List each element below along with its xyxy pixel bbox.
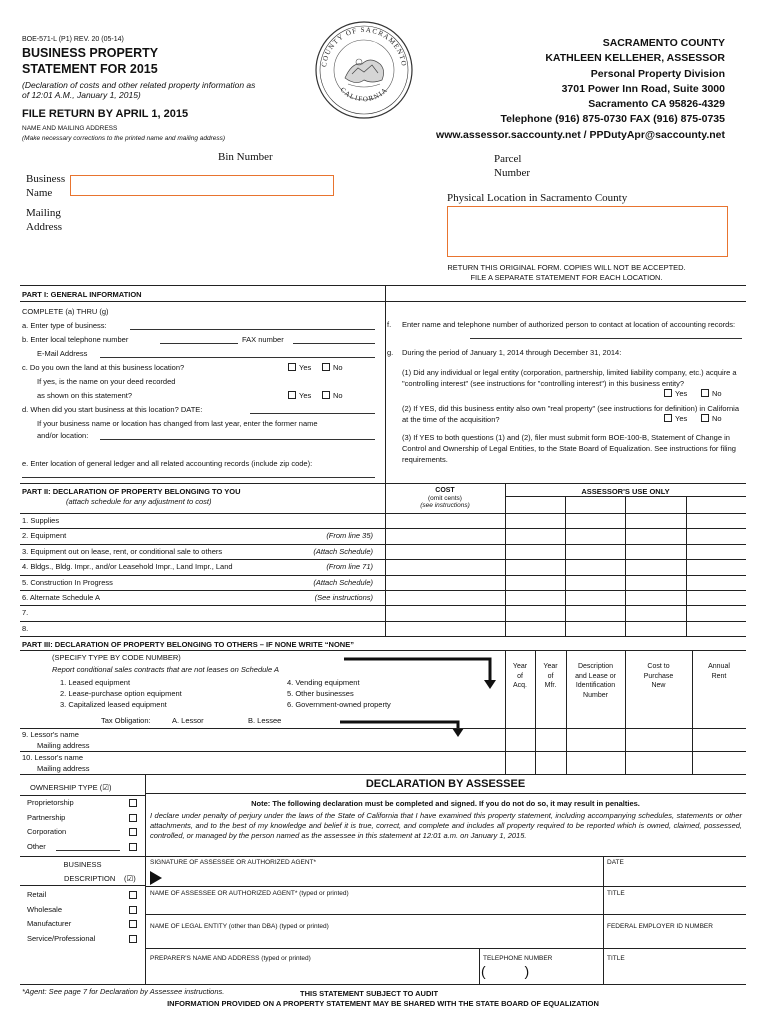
part2-cost-field[interactable] xyxy=(386,545,504,558)
row9-lessor xyxy=(22,730,90,751)
part1-heading: PART I: GENERAL INFORMATION xyxy=(22,290,142,299)
sign-here-arrow-icon xyxy=(150,871,162,885)
part3-report-note: Report conditional sales contracts that are not leases on Schedule A xyxy=(52,665,279,674)
deed-no-checkbox[interactable] xyxy=(322,391,330,399)
part1-a-label: a. Enter type of business: xyxy=(22,321,107,330)
lessee-option: B. Lessee xyxy=(248,716,282,725)
part2-cost-field[interactable] xyxy=(386,622,504,635)
part2-row-note: (See instructions) xyxy=(314,593,373,602)
part2-row-label: 5. Construction In Progress xyxy=(22,577,113,587)
part2-row-divider xyxy=(20,559,746,560)
col-year-mfr-1: Year xyxy=(543,663,558,670)
biz-desc-check: (☑) xyxy=(124,874,136,883)
part2-row-label: 1. Supplies xyxy=(22,516,60,525)
declaration-note: Note: The following declaration must be completed and signed. If you do not do so, it may result in penalties. xyxy=(251,799,640,808)
part2-row-label: 7. xyxy=(22,608,29,618)
ledger-location-field[interactable] xyxy=(22,477,375,478)
part2-row-divider xyxy=(20,528,746,529)
office-line-5: Sacramento CA 95826-4329 xyxy=(588,98,725,111)
name-address-label: NAME AND MAILING ADDRESS xyxy=(22,125,118,132)
deed-no-option[interactable] xyxy=(322,391,343,400)
cost-column-header: COST xyxy=(435,487,455,494)
deed-yes-label: Yes xyxy=(299,391,312,400)
bin-number-label: Bin Number xyxy=(218,151,273,163)
lessor-option: A. Lessor xyxy=(172,716,204,725)
date-label: DATE xyxy=(607,859,624,866)
part2-row-label: 4. Bldgs., Bldg. Impr., and/or Leasehold Impr., Land Impr., Land xyxy=(22,562,233,572)
office-line-3: Personal Property Division xyxy=(590,67,725,80)
mailing-label-line1: Mailing xyxy=(26,207,61,219)
own-land-no-option[interactable] xyxy=(322,363,343,372)
office-line-2: KATHLEEN KELLEHER, ASSESSOR xyxy=(545,52,725,65)
cost-note-2: (see instructions) xyxy=(420,502,470,509)
part2-row-divider xyxy=(20,590,746,591)
own-land-yes-option[interactable] xyxy=(288,363,311,372)
form-title-2: STATEMENT FOR 2015 xyxy=(22,62,158,76)
business-name-label-line1: Business xyxy=(26,173,66,185)
part1-g1-label: (1) Did any individual or legal entity (corporation, partnership, limited liability company, etc.) acquire a "controlling interest" (see instructions for "controlling interest") in this business entity? xyxy=(402,368,737,388)
part1-g-letter: g. xyxy=(387,348,394,357)
code-2-label: 2. Lease-purchase option equipment xyxy=(60,689,182,698)
part2-row-divider xyxy=(20,621,746,622)
business-name-label-line2: Name xyxy=(26,187,53,199)
part2-row-note: (Attach Schedule) xyxy=(313,546,373,556)
office-line-7: www.assessor.saccounty.net / PPDutyApr@saccounty.net xyxy=(436,128,725,141)
mailing-label-line2: Address xyxy=(26,221,63,233)
col-rent-1: Annual xyxy=(708,663,730,670)
assessor-office-block xyxy=(420,36,725,143)
business-type-field[interactable] xyxy=(130,329,375,330)
part1-c-label: c. Do you own the land at this business location? xyxy=(22,363,185,372)
col-year-mfr-2: of xyxy=(547,672,554,680)
col-rent-2: Rent xyxy=(711,672,727,680)
email-label: E-Mail Address xyxy=(37,349,88,358)
part1-g2-label: (2) If YES, did this business entity also own "real property" (see instructions for definition) in California at the time of the acquisition? xyxy=(402,404,740,424)
g2-no-checkbox[interactable] xyxy=(701,414,709,422)
own-land-yes-label: Yes xyxy=(299,363,312,372)
part3-specify: (SPECIFY TYPE BY CODE NUMBER) xyxy=(52,653,181,662)
col-description xyxy=(566,662,625,700)
g1-no-option[interactable] xyxy=(701,389,722,398)
former-name-field[interactable] xyxy=(100,439,375,440)
g1-yes-checkbox[interactable] xyxy=(664,389,672,397)
agent-footnote: *Agent: See page 7 for Declaration by Assessee instructions. xyxy=(22,987,225,996)
ownership-option-label: Partnership xyxy=(27,812,66,822)
col-desc-2: and Lease or xyxy=(575,672,616,680)
part2-row-label: 8. xyxy=(22,623,29,633)
part2-cost-field[interactable] xyxy=(386,514,504,527)
part2-cost-field[interactable] xyxy=(386,591,504,604)
g2-yes-checkbox[interactable] xyxy=(664,414,672,422)
ownership-option-label: Other xyxy=(27,841,46,851)
declaration-text: I declare under penalty of perjury under the laws of the State of California that I have examined this property statement, including accompanying schedules, statements or other attachments, and to the best of my knowledge and belief it is true, correct, and complete and includes all property required to be reported which is owned, claimed, possessed, controlled, or managed by the person named as the assessee in this statement at 12:01 a.m. on January 1, 2015. xyxy=(150,811,742,840)
ownership-option-checkbox[interactable] xyxy=(129,843,137,851)
col-cost-1: Cost to xyxy=(647,663,670,670)
file-return-deadline: FILE RETURN BY APRIL 1, 2015 xyxy=(22,108,189,120)
biz-desc-option-label: Retail xyxy=(27,890,47,899)
row10-address-label: Mailing address xyxy=(37,763,90,773)
seal-text-top: COUNTY OF SACRAMENTO xyxy=(320,25,408,68)
signature-field[interactable] xyxy=(165,868,595,884)
ownership-heading: OWNERSHIP TYPE (☑) xyxy=(30,783,112,792)
seal-text-bottom: CALIFORNIA xyxy=(338,85,390,104)
g1-yes-label: Yes xyxy=(675,389,688,398)
col-year-acq xyxy=(505,662,535,691)
code-6-label: 6. Government-owned property xyxy=(287,700,391,709)
col-cost-new xyxy=(625,662,692,691)
biz-desc-option-checkbox[interactable] xyxy=(129,920,137,928)
part2-cost-field[interactable] xyxy=(386,576,504,589)
part1-complete-instruction: COMPLETE (a) THRU (g) xyxy=(22,307,109,316)
parcel-number-label xyxy=(494,152,530,180)
office-line-4: 3701 Power Inn Road, Suite 3000 xyxy=(561,82,725,95)
physical-location-label: Physical Location in Sacramento County xyxy=(447,192,628,204)
office-line-1: SACRAMENTO COUNTY xyxy=(602,37,725,49)
fein-label: FEDERAL EMPLOYER ID NUMBER xyxy=(607,923,713,930)
biz-desc-option-checkbox[interactable] xyxy=(129,935,137,943)
part2-row-note: (Attach Schedule) xyxy=(313,577,373,587)
part3-heading: PART III: DECLARATION OF PROPERTY BELONGING TO OTHERS – IF NONE WRITE “NONE” xyxy=(22,640,354,649)
ownership-option-checkbox[interactable] xyxy=(129,814,137,822)
biz-desc-option-label: Manufacturer xyxy=(27,919,72,928)
part2-row-divider xyxy=(20,605,746,606)
part1-f-label: Enter name and telephone number of authorized person to contact at location of accounting records: xyxy=(402,320,736,329)
part2-cost-field[interactable] xyxy=(386,560,504,573)
col-annual-rent xyxy=(692,662,746,681)
sharing-notice: INFORMATION PROVIDED ON A PROPERTY STATEMENT MAY BE SHARED WITH THE STATE BOARD OF EQUALIZATION xyxy=(167,999,599,1008)
part2-heading: PART II: DECLARATION OF PROPERTY BELONGING TO YOU xyxy=(22,487,241,496)
fax-field[interactable] xyxy=(293,343,375,344)
g1-yes-option[interactable] xyxy=(664,389,687,398)
declaration-heading: DECLARATION BY ASSESSEE xyxy=(365,778,526,790)
part1-g3-label: (3) If YES to both questions (1) and (2), filer must submit form BOE-100-B, Statement of Change in Control and Ownership of Legal Entities, to the State Board of Equalization. See instructions for filing requirements. xyxy=(402,433,736,464)
col-desc-4: Number xyxy=(583,691,608,699)
col-year-mfr-3: Mfr. xyxy=(544,682,557,689)
part1-g-label: During the period of January 1, 2014 through December 31, 2014: xyxy=(402,348,622,357)
business-name-field[interactable] xyxy=(70,175,334,196)
audit-notice: THIS STATEMENT SUBJECT TO AUDIT xyxy=(300,989,439,998)
name-address-note: (Make necessary corrections to the printed name and mailing address) xyxy=(22,135,226,142)
deed-no-label: No xyxy=(333,391,343,400)
business-name-label xyxy=(26,172,65,200)
county-seal-icon xyxy=(312,18,416,122)
parcel-label-line1: Parcel xyxy=(494,153,522,165)
deed-yes-option[interactable] xyxy=(288,391,311,400)
part2-row-note: (From line 71) xyxy=(326,562,373,572)
g2-no-option[interactable] xyxy=(701,414,722,423)
local-phone-field[interactable] xyxy=(160,343,238,344)
col-year-acq-2: of xyxy=(517,672,523,680)
mailing-address-label xyxy=(26,206,62,234)
ownership-option-label: Corporation xyxy=(27,827,67,836)
svg-text:CALIFORNIA xyxy=(339,86,390,104)
part1-c2-label: If yes, is the name on your deed recorded xyxy=(37,377,176,386)
biz-desc-heading-1: BUSINESS xyxy=(63,860,102,869)
own-land-no-checkbox[interactable] xyxy=(322,363,330,371)
part1-d2-label: If your business name or location has changed from last year, enter the former name xyxy=(37,419,318,428)
g2-yes-label: Yes xyxy=(675,414,688,423)
col-year-mfr xyxy=(535,662,566,691)
return-note xyxy=(404,263,729,282)
tax-obligation-label: Tax Obligation: xyxy=(101,716,151,725)
telephone-field[interactable]: ( ) xyxy=(481,963,530,979)
start-date-field[interactable] xyxy=(250,413,375,414)
own-land-yes-checkbox[interactable] xyxy=(288,363,296,371)
deed-yes-checkbox[interactable] xyxy=(288,391,296,399)
code-4-label: 4. Vending equipment xyxy=(287,678,360,687)
row9-address-label: Mailing address xyxy=(37,740,90,750)
g1-no-checkbox[interactable] xyxy=(701,389,709,397)
part2-row-divider xyxy=(20,575,746,576)
biz-desc-heading-2: DESCRIPTION xyxy=(64,874,116,883)
biz-desc-option-checkbox[interactable] xyxy=(129,891,137,899)
g1-no-label: No xyxy=(712,389,722,398)
email-field[interactable] xyxy=(100,357,375,358)
part2-subheading: (attach schedule for any adjustment to cost) xyxy=(66,497,212,506)
biz-desc-option-checkbox[interactable] xyxy=(129,906,137,914)
svg-text:COUNTY OF SACRAMENTO xyxy=(320,26,408,68)
title2-label: TITLE xyxy=(607,955,625,962)
part1-e-label: e. Enter location of general ledger and all related accounting records (include zip code): xyxy=(22,459,313,468)
row9-lessor-name-label: 9. Lessor's name xyxy=(22,730,79,739)
fax-label: FAX number xyxy=(242,335,284,344)
part1-c3-label: as shown on this statement? xyxy=(37,391,133,400)
form-title-1: BUSINESS PROPERTY xyxy=(22,46,159,60)
ownership-option-checkbox[interactable] xyxy=(129,799,137,807)
part2-row-divider xyxy=(20,544,746,545)
code-1-label: 1. Leased equipment xyxy=(60,678,131,687)
row10-lessor-name-label: 10. Lessor's name xyxy=(22,753,84,762)
part1-d-label: d. When did you start business at this location? DATE: xyxy=(22,405,203,414)
part2-cost-field[interactable] xyxy=(386,606,504,619)
assessor-use-header: ASSESSOR'S USE ONLY xyxy=(581,487,670,496)
code-5-label: 5. Other businesses xyxy=(287,689,354,698)
col-cost-2: Purchase xyxy=(643,672,674,680)
col-desc-1: Description xyxy=(577,663,613,670)
part1-b-label: b. Enter local telephone number xyxy=(22,335,129,344)
agent-name-label: NAME OF ASSESSEE OR AUTHORIZED AGENT* (typed or printed) xyxy=(150,890,349,897)
form-code: BOE-571-L (P1) REV. 20 (05-14) xyxy=(22,36,124,43)
title-label: TITLE xyxy=(607,890,625,897)
part1-d3-label: and/or location: xyxy=(37,431,89,440)
g2-no-label: No xyxy=(712,414,722,423)
biz-desc-option-label: Wholesale xyxy=(27,904,63,914)
part2-row-label: 6. Alternate Schedule A xyxy=(22,593,100,602)
part2-cost-field[interactable] xyxy=(386,529,504,542)
telephone-label: TELEPHONE NUMBER xyxy=(483,955,553,962)
ownership-other-field[interactable] xyxy=(56,850,120,851)
ownership-option-label: Proprietorship xyxy=(27,798,74,807)
col-desc-3: Identification xyxy=(575,682,616,689)
return-note-line2: FILE A SEPARATE STATEMENT FOR EACH LOCATION. xyxy=(470,272,663,282)
ownership-option-checkbox[interactable] xyxy=(129,828,137,836)
part2-row-label: 3. Equipment out on lease, rent, or conditional sale to others xyxy=(22,546,223,556)
part2-row-label: 2. Equipment xyxy=(22,531,67,541)
preparer-label: PREPARER'S NAME AND ADDRESS (typed or printed) xyxy=(150,955,311,962)
office-line-6: Telephone (916) 875-0730 FAX (916) 875-0735 xyxy=(500,113,725,126)
physical-location-field[interactable] xyxy=(447,206,728,257)
return-note-line1: RETURN THIS ORIGINAL FORM. COPIES WILL NOT BE ACCEPTED. xyxy=(447,263,686,272)
col-cost-3: New xyxy=(651,682,666,689)
legal-entity-label: NAME OF LEGAL ENTITY (other than DBA) (typed or printed) xyxy=(150,923,329,930)
code-3-label: 3. Capitalized leased equipment xyxy=(60,700,167,709)
own-land-no-label: No xyxy=(333,363,343,372)
part1-f-letter: f. xyxy=(387,320,392,329)
row10-lessor xyxy=(22,753,90,774)
parcel-label-line2: Number xyxy=(494,167,531,179)
contact-person-field[interactable] xyxy=(470,338,742,339)
cost-note-1: (omit cents) xyxy=(428,495,462,502)
g2-yes-option[interactable] xyxy=(664,414,687,423)
form-subtitle: (Declaration of costs and other related property information as of 12:01 A.M., January 1, 2015) xyxy=(22,80,256,100)
col-year-acq-3: Acq. xyxy=(512,682,527,689)
col-year-acq-1: Year xyxy=(512,663,528,670)
part2-row-note: (From line 35) xyxy=(326,531,373,541)
part3-codes-left xyxy=(60,677,182,710)
biz-desc-option-label: Service/Professional xyxy=(27,933,96,943)
signature-label: SIGNATURE OF ASSESSEE OR AUTHORIZED AGENT* xyxy=(150,859,317,866)
